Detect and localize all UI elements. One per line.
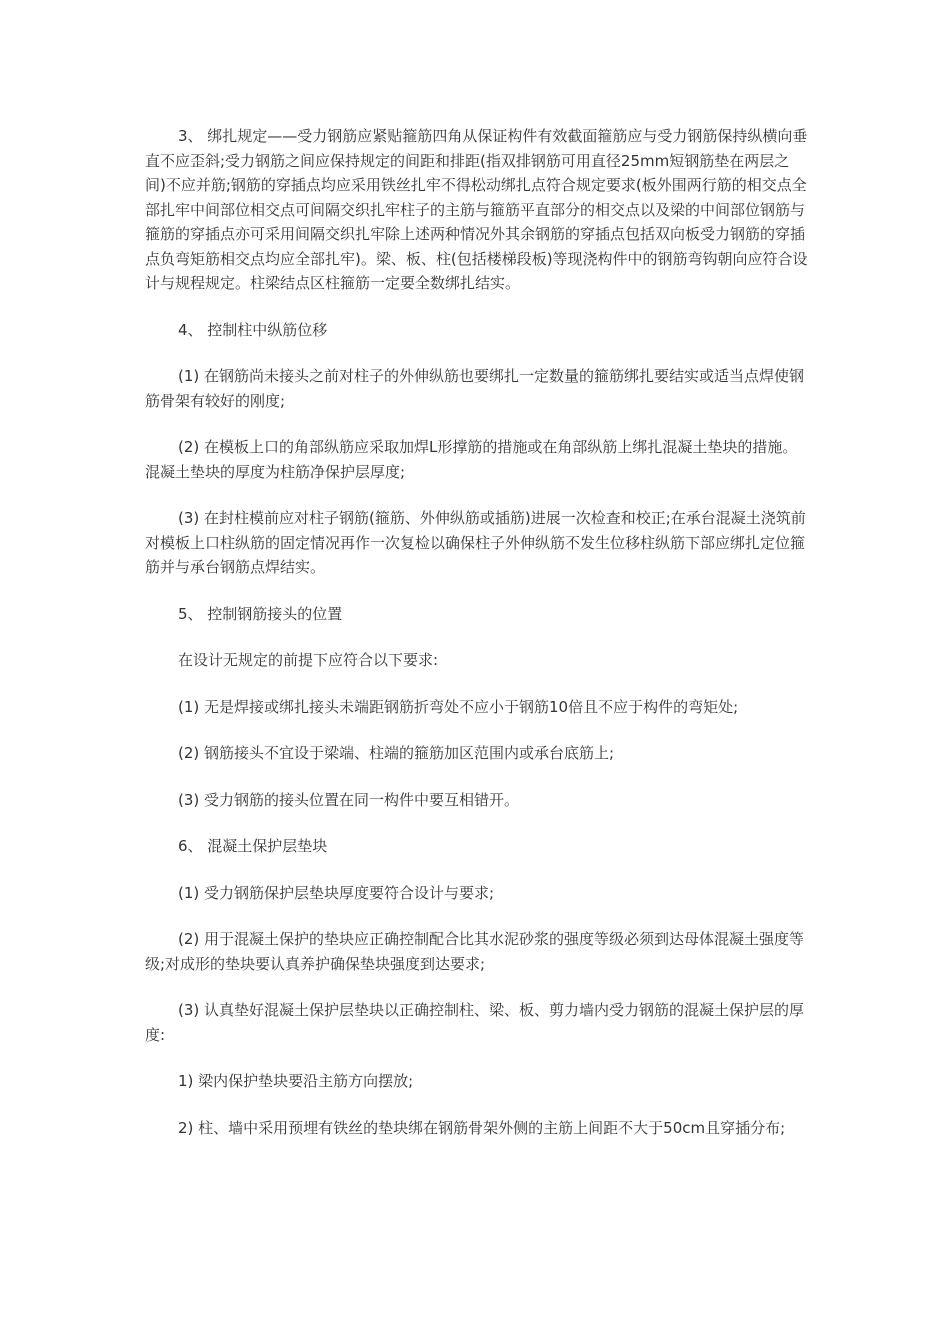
paragraph-item: (1) 无是焊接或绑扎接头未端距钢筋折弯处不应小于钢筋10倍且不应于构件的弯矩处; xyxy=(178,697,739,716)
paragraph-item: (2) 在模板上口的角部纵筋应采取加焊L形撑筋的措施或在角部纵筋上绑扎混凝土垫块的措施。混凝土垫块的厚度为柱筋净保护层厚度; xyxy=(145,438,798,481)
paragraph-item: (3) 认真垫好混凝土保护层垫块以正确控制柱、梁、板、剪力墙内受力钢筋的混凝土保护层的厚度: xyxy=(145,1001,805,1044)
paragraph-item: (3) 受力钢筋的接头位置在同一构件中要互相错开。 xyxy=(178,790,520,809)
paragraph-subitem: 2) 柱、墙中采用预埋有铁丝的垫块绑在钢筋骨架外侧的主筋上间距不大于50cm且穿插分布; xyxy=(178,1118,786,1137)
paragraph-item: (2) 用于混凝土保护的垫块应正确控制配合比其水泥砂浆的强度等级必须到达母体混凝土强度等级;对成形的垫块要认真养护确保垫块强度到达要求; xyxy=(145,930,805,973)
paragraph-item: (2) 钢筋接头不宜设于梁端、柱端的箍筋加区范围内或承台底筋上; xyxy=(178,744,615,762)
paragraph-subitem: 1) 梁内保护垫块要沿主筋方向摆放; xyxy=(178,1072,414,1090)
paragraph-item: (1) 在钢筋尚未接头之前对柱子的外伸纵筋也要绑扎一定数量的箍筋绑扎要结实或适当点焊使钢筋骨架有较好的刚度; xyxy=(145,367,805,410)
paragraph-item: (3) 在封柱模前应对柱子钢筋(箍筋、外伸纵筋或插筋)进展一次检查和校正;在承台混凝土浇筑前对模板上口柱纵筋的固定情况再作一次复检以确保柱子外伸纵筋不发生位移柱纵筋下部应绑扎定位箍筋并与承台钢筋点焊结实。 xyxy=(145,509,806,576)
document-body xyxy=(145,124,810,1162)
heading-cover-blocks: 6、 混凝土保护层垫块 xyxy=(178,837,328,855)
heading-control-column-bars: 4、 控制柱中纵筋位移 xyxy=(178,320,328,339)
paragraph-binding-rules: 3、 绑扎规定——受力钢筋应紧贴箍筋四角从保证构件有效截面箍筋应与受力钢筋保持纵横向垂直不应歪斜;受力钢筋之间应保持规定的间距和排距(指双排钢筋可用直径25mm短钢筋垫在两层之间)不应并筋;钢筋的穿插点均应采用铁丝扎牢不得松动绑扎点符合规定要求(板外围两行筋的相交点全部扎牢中间部位相交点可间隔交织扎牢柱子的主筋与箍筋平直部分的相交点以及梁的中间部位钢筋与箍筋的穿插点亦可采用间隔交织扎牢除上述两种情况外其余钢筋的穿插点包括双向板受力钢筋的穿插点负弯矩筋相交点均应全部扎牢)。梁、板、柱(包括楼梯段板)等现浇构件中的钢筋弯钩朝向应符合设计与规程规定。柱梁结点区柱箍筋一定要全数绑扎结实。 xyxy=(145,127,808,292)
paragraph-item: (1) 受力钢筋保护层垫块厚度要符合设计与要求; xyxy=(178,883,495,902)
paragraph-intro: 在设计无规定的前提下应符合以下要求: xyxy=(178,651,439,669)
heading-joint-position: 5、 控制钢筋接头的位置 xyxy=(178,604,343,623)
